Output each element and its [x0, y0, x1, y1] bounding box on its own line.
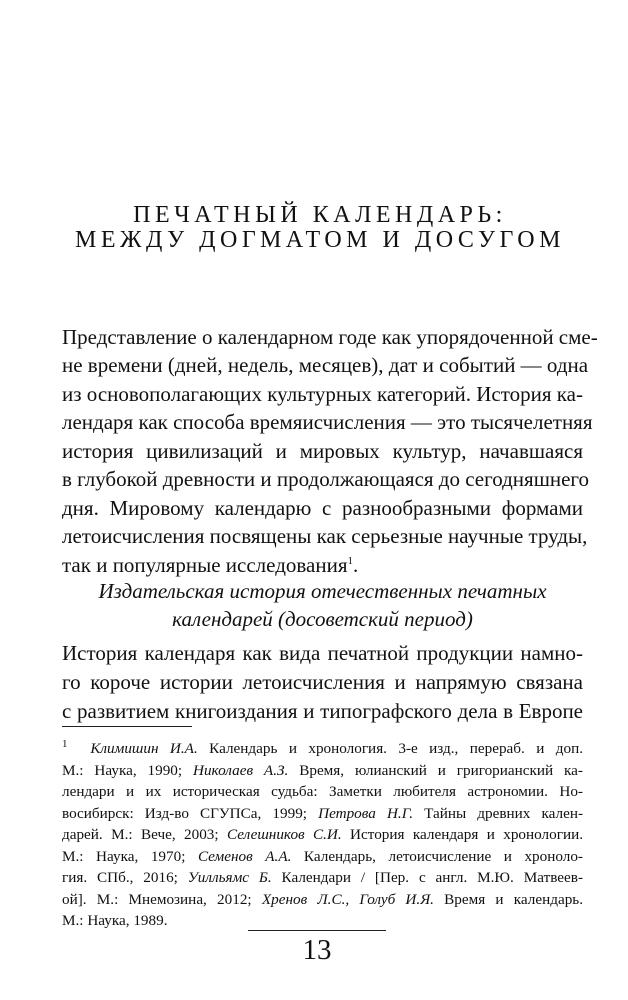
footnote-author: Семенов А.А.	[197, 848, 292, 865]
footnote-text: М.: Наука, 1970;	[62, 848, 198, 865]
section-heading-line-1: Издательская история отечественных печатных	[98, 579, 547, 603]
paragraph1-last-text: так и популярные исследования	[62, 553, 348, 577]
footnote-text: История календаря и хронологии.	[341, 826, 583, 843]
footnote-text: гия. СПб., 2016;	[62, 869, 188, 886]
chapter-title-line-1: ПЕЧАТНЫЙ КАЛЕНДАРЬ:	[133, 202, 507, 228]
footnote-line	[62, 803, 583, 824]
footnote-author: Хренов Л.С., Голуб И.Я.	[261, 891, 434, 908]
paragraph2-line: го короче истории летоисчисления и напрямую связана	[62, 670, 583, 694]
footnote-author: Селешников С.И.	[226, 826, 342, 843]
paragraph2-line: История календаря как вида печатной продукции намно-	[62, 641, 583, 665]
paragraph1-end: .	[353, 553, 359, 577]
paragraph2-line: с развитием книгоиздания и типографского дела в Европе	[62, 699, 583, 723]
footnote-text: Время и календарь.	[433, 891, 584, 908]
footnote-text: Календарь и хронология. 3-е изд., перераб. и доп.	[197, 740, 584, 757]
footnote-author: Климишин И.А.	[90, 740, 198, 757]
footnote-line	[62, 781, 583, 802]
footnote-text: ой]. М.: Мнемозина, 2012;	[62, 891, 262, 908]
page-number: 13	[302, 934, 332, 966]
footnote-line	[62, 760, 583, 781]
footnote-text: Время, юлианский и григорианский ка-	[288, 762, 583, 779]
paragraph1-last-line	[62, 551, 583, 579]
footnote-line	[62, 846, 583, 867]
paragraph1-line: история цивилизаций и мировых культур, начавшаяся	[62, 439, 583, 463]
footnote-text: Тайны древних кален-	[413, 805, 584, 822]
footnote-line	[62, 889, 583, 910]
chapter-title-line-2: МЕЖДУ ДОГМАТОМ И ДОСУГОМ	[75, 227, 565, 253]
footnote-author: Уилльямс Б.	[187, 869, 272, 886]
paragraph1-line: летоисчисления посвящены как серьезные научные труды,	[62, 524, 588, 548]
footnote-text: Календарь, летоисчисление и хроноло-	[291, 848, 583, 865]
section-heading-line-2: календарей (досоветский период)	[172, 607, 473, 631]
paragraph1-line: Представление о календарном годе как упорядоченной сме-	[62, 325, 598, 349]
paragraph1-line: не времени (дней, недель, месяцев), дат и событий — одна	[62, 353, 589, 377]
footnote-text: восибирск: Изд-во СГУПСа, 1999;	[62, 805, 319, 822]
footnote-text: М.: Наука, 1990;	[62, 762, 193, 779]
footnote-line	[62, 738, 583, 759]
paragraph1-line: лендаря как способа времяисчисления — это тысячелетняя	[62, 410, 593, 434]
footnote-line	[62, 910, 583, 931]
paragraph1-line: из основополагающих культурных категорий. История ка-	[62, 382, 583, 406]
footnote-mark: 1	[62, 737, 68, 750]
footnote-line	[62, 824, 583, 845]
footnote-author: Петрова Н.Г.	[318, 805, 414, 822]
paragraph1-line: в глубокой древности и продолжающаяся до сегодняшнего	[62, 467, 590, 491]
footnote-text: Календари / [Пер. с англ. М.Ю. Матвеев-	[271, 869, 583, 886]
paragraph1-line: дня. Мировому календарю с разнообразными формами	[62, 496, 583, 520]
footnote-separator	[62, 726, 192, 727]
footnote-author: Николаев А.З.	[193, 762, 289, 779]
footnote-text: дарей. М.: Вече, 2003;	[62, 826, 227, 843]
footnote-reference: 1	[347, 555, 353, 567]
footnote-line	[62, 867, 583, 888]
footnote-text: лендари и их историческая судьба: Заметки любителя астрономии. Но-	[62, 783, 583, 800]
footnote-text: М.: Наука, 1989.	[62, 912, 168, 929]
